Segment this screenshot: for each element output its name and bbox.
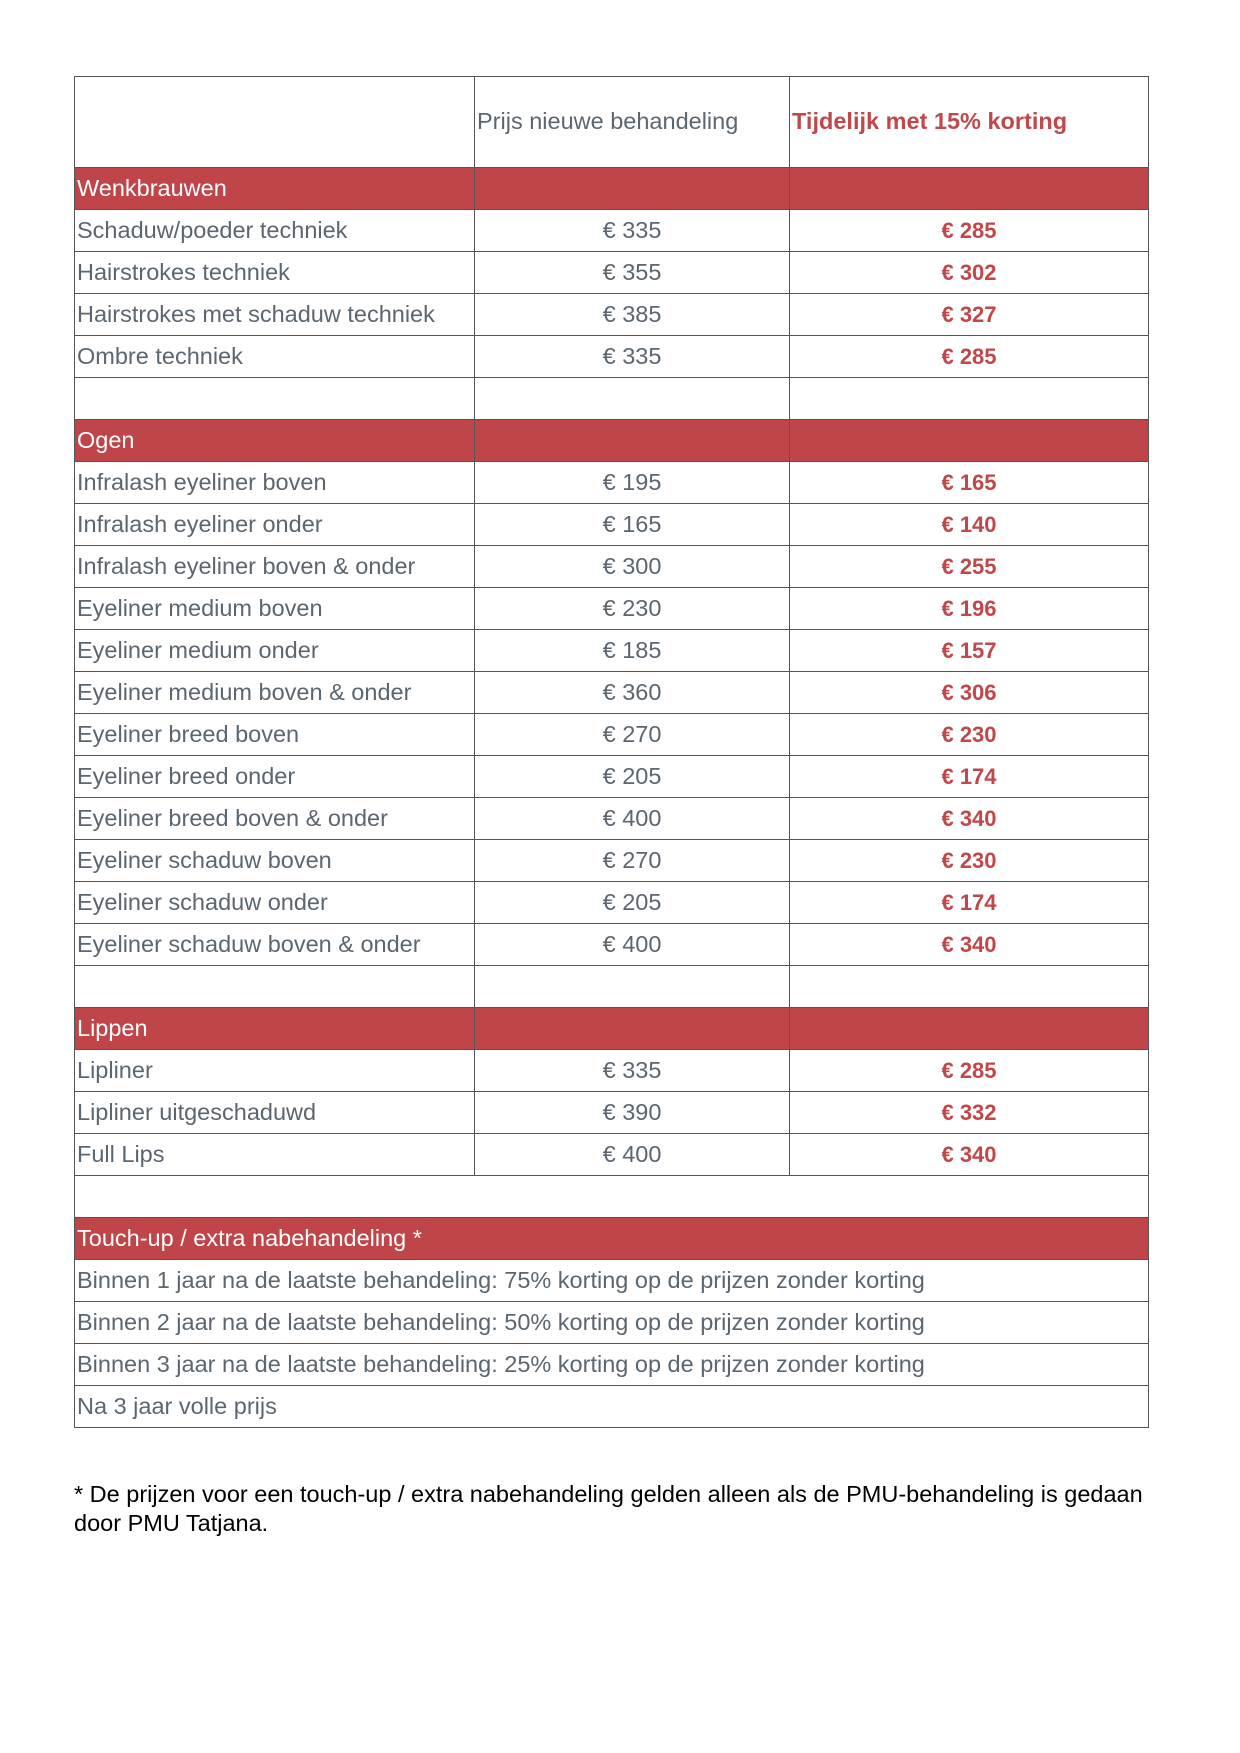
treatment-name: Ombre techniek	[75, 336, 475, 378]
treatment-discount-price: € 230	[790, 840, 1149, 882]
table-row	[75, 1092, 1149, 1134]
table-row	[75, 210, 1149, 252]
touchup-row	[75, 1386, 1149, 1428]
section-title: Touch-up / extra nabehandeling *	[75, 1218, 1149, 1260]
table-row	[75, 546, 1149, 588]
treatment-discount-price: € 174	[790, 882, 1149, 924]
touchup-row	[75, 1302, 1149, 1344]
treatment-discount-price: € 230	[790, 714, 1149, 756]
treatment-price: € 400	[475, 1134, 790, 1176]
treatment-price: € 195	[475, 462, 790, 504]
treatment-price: € 355	[475, 252, 790, 294]
treatment-price: € 230	[475, 588, 790, 630]
spacer-row	[75, 966, 1149, 1008]
touchup-text: Binnen 1 jaar na de laatste behandeling: 75% korting op de prijzen zonder korting	[75, 1260, 1149, 1302]
table-row	[75, 714, 1149, 756]
treatment-name: Eyeliner medium boven	[75, 588, 475, 630]
table-row	[75, 252, 1149, 294]
table-row	[75, 504, 1149, 546]
header-price-new: Prijs nieuwe behandeling	[475, 77, 790, 168]
touchup-row	[75, 1344, 1149, 1386]
treatment-name: Hairstrokes techniek	[75, 252, 475, 294]
treatment-discount-price: € 140	[790, 504, 1149, 546]
treatment-price: € 335	[475, 210, 790, 252]
price-table	[74, 76, 1149, 1428]
treatment-name: Infralash eyeliner onder	[75, 504, 475, 546]
treatment-discount-price: € 340	[790, 1134, 1149, 1176]
table-row	[75, 588, 1149, 630]
treatment-name: Hairstrokes met schaduw techniek	[75, 294, 475, 336]
header-price-discount: Tijdelijk met 15% korting	[790, 77, 1149, 168]
treatment-discount-price: € 165	[790, 462, 1149, 504]
treatment-discount-price: € 174	[790, 756, 1149, 798]
treatment-name: Eyeliner breed onder	[75, 756, 475, 798]
treatment-price: € 335	[475, 336, 790, 378]
spacer-row	[75, 378, 1149, 420]
touchup-text: Binnen 2 jaar na de laatste behandeling: 50% korting op de prijzen zonder korting	[75, 1302, 1149, 1344]
footnote: * De prijzen voor een touch-up / extra nabehandeling gelden alleen als de PMU-behandeling is gedaan door PMU Tatjana.	[74, 1480, 1143, 1536]
treatment-discount-price: € 255	[790, 546, 1149, 588]
header-empty-cell	[75, 77, 475, 168]
section-title: Wenkbrauwen	[75, 168, 475, 210]
table-row	[75, 882, 1149, 924]
treatment-price: € 270	[475, 840, 790, 882]
treatment-name: Eyeliner medium boven & onder	[75, 672, 475, 714]
treatment-price: € 400	[475, 924, 790, 966]
treatment-discount-price: € 306	[790, 672, 1149, 714]
treatment-discount-price: € 285	[790, 1050, 1149, 1092]
touchup-text: Na 3 jaar volle prijs	[75, 1386, 1149, 1428]
treatment-price: € 205	[475, 882, 790, 924]
treatment-discount-price: € 196	[790, 588, 1149, 630]
treatment-price: € 400	[475, 798, 790, 840]
treatment-name: Eyeliner schaduw boven & onder	[75, 924, 475, 966]
section-title: Ogen	[75, 420, 475, 462]
treatment-price: € 385	[475, 294, 790, 336]
table-row	[75, 462, 1149, 504]
touchup-text: Binnen 3 jaar na de laatste behandeling: 25% korting op de prijzen zonder korting	[75, 1344, 1149, 1386]
treatment-discount-price: € 327	[790, 294, 1149, 336]
treatment-discount-price: € 302	[790, 252, 1149, 294]
treatment-name: Eyeliner medium onder	[75, 630, 475, 672]
treatment-price: € 270	[475, 714, 790, 756]
table-row	[75, 336, 1149, 378]
table-row	[75, 1050, 1149, 1092]
section-header-ogen	[75, 420, 1149, 462]
touchup-row	[75, 1260, 1149, 1302]
treatment-name: Eyeliner schaduw onder	[75, 882, 475, 924]
treatment-name: Full Lips	[75, 1134, 475, 1176]
treatment-discount-price: € 157	[790, 630, 1149, 672]
section-header-touchup	[75, 1218, 1149, 1260]
treatment-name: Infralash eyeliner boven & onder	[75, 546, 475, 588]
treatment-price: € 335	[475, 1050, 790, 1092]
table-row	[75, 840, 1149, 882]
treatment-name: Lipliner	[75, 1050, 475, 1092]
table-row	[75, 798, 1149, 840]
table-row	[75, 630, 1149, 672]
table-row	[75, 756, 1149, 798]
treatment-name: Eyeliner breed boven & onder	[75, 798, 475, 840]
spacer-row	[75, 1176, 1149, 1218]
treatment-price: € 205	[475, 756, 790, 798]
table-row	[75, 924, 1149, 966]
treatment-name: Eyeliner breed boven	[75, 714, 475, 756]
treatment-name: Eyeliner schaduw boven	[75, 840, 475, 882]
section-header-lippen	[75, 1008, 1149, 1050]
table-row	[75, 1134, 1149, 1176]
treatment-discount-price: € 285	[790, 336, 1149, 378]
treatment-price: € 360	[475, 672, 790, 714]
section-header-wenkbrauwen	[75, 168, 1149, 210]
treatment-price: € 165	[475, 504, 790, 546]
section-title: Lippen	[75, 1008, 475, 1050]
treatment-discount-price: € 340	[790, 924, 1149, 966]
table-header-row	[75, 77, 1149, 168]
treatment-price: € 300	[475, 546, 790, 588]
treatment-discount-price: € 332	[790, 1092, 1149, 1134]
treatment-name: Infralash eyeliner boven	[75, 462, 475, 504]
treatment-discount-price: € 340	[790, 798, 1149, 840]
treatment-discount-price: € 285	[790, 210, 1149, 252]
treatment-price: € 185	[475, 630, 790, 672]
treatment-name: Lipliner uitgeschaduwd	[75, 1092, 475, 1134]
table-row	[75, 294, 1149, 336]
table-row	[75, 672, 1149, 714]
treatment-name: Schaduw/poeder techniek	[75, 210, 475, 252]
treatment-price: € 390	[475, 1092, 790, 1134]
